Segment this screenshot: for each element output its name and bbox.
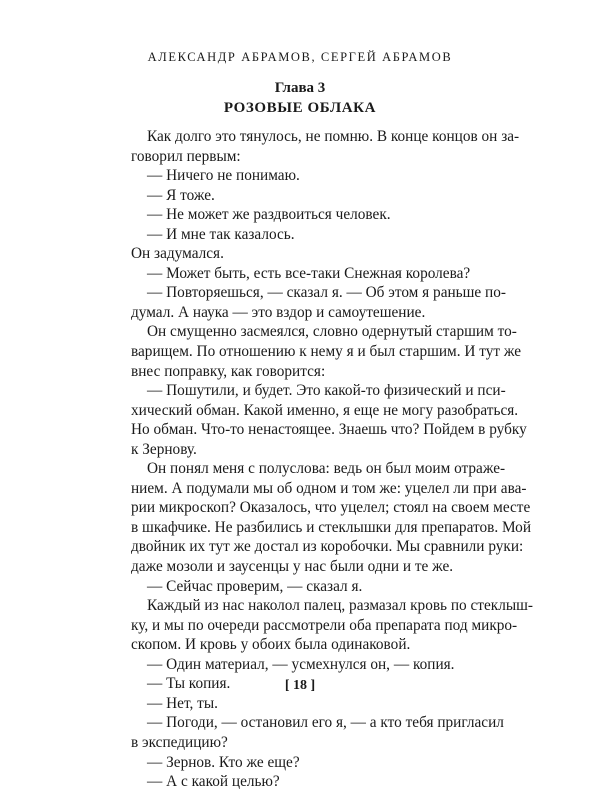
text-line: — И мне так казалось.: [147, 225, 295, 243]
text-line: — Нет, ты.: [147, 694, 218, 712]
chapter-number: Глава 3: [274, 80, 326, 96]
text-line: двойник их тут же достал из коробочки. Мы сравнили руки:: [131, 538, 524, 556]
text-line: — Сейчас проверим, — сказал я.: [147, 577, 363, 595]
text-line: — Погоди, — остановил его я, — а кто тебя пригласил: [147, 714, 504, 732]
text-line: Каждый из нас наколол палец, размазал кровь по стеклыш-: [147, 597, 533, 615]
text-line: — А с какой целью?: [147, 773, 280, 791]
text-line: к Зернову.: [131, 440, 197, 458]
text-line: ку, и мы по очереди рассмотрели оба препарата под микро-: [131, 616, 518, 634]
text-line: варищем. По отношению к нему я и был старшим. И тут же: [131, 343, 522, 361]
text-line: в шкафчике. Не разбились и стеклышки для препаратов. Мой: [131, 518, 532, 536]
text-line: рии микроскоп? Оказалось, что уцелел; стоял на своем месте: [131, 499, 531, 517]
text-line: даже мозоли и заусенцы у нас были одни и те же.: [131, 558, 454, 576]
text-line: — Ты копия.: [147, 675, 231, 693]
text-line: — Я тоже.: [147, 186, 215, 204]
text-line: — Повторяешься, — сказал я. — Об этом я раньше по-: [147, 284, 506, 302]
text-line: — Не может же раздвоиться человек.: [147, 206, 391, 224]
text-line: говорил первым:: [131, 147, 241, 165]
text-line: хический обман. Какой именно, я еще не могу разобраться.: [131, 401, 519, 419]
running-header: АЛЕКСАНДР АБРАМОВ, СЕРГЕЙ АБРАМОВ: [147, 50, 453, 64]
text-line: скопом. И кровь у обоих была одинаковой.: [131, 636, 411, 654]
text-line: — Ничего не понимаю.: [147, 167, 300, 185]
text-line: Он понял меня с полуслова: ведь он был моим отраже-: [147, 460, 506, 478]
chapter-title: РОЗОВЫЕ ОБЛАКА: [223, 100, 377, 116]
text-line: Он задумался.: [131, 245, 224, 263]
text-line: внес поправку, как говорится:: [131, 362, 326, 380]
text-line: думал. А наука — это вздор и самоутешение.: [131, 303, 426, 321]
text-line: — Зернов. Кто же еще?: [147, 753, 300, 771]
text-line: Как долго это тянулось, не помню. В конце концов он за-: [147, 128, 520, 145]
page-number: [ 18 ]: [284, 678, 316, 693]
text-line: Но обман. Что-то ненастоящее. Знаешь что? Пойдем в рубку: [131, 421, 527, 439]
text-line: в экспедицию?: [131, 733, 228, 751]
text-line: нием. А подумали мы об одном и том же: уцелел ли при ава-: [131, 479, 527, 497]
text-line: — Пошутили, и будет. Это какой-то физический и пси-: [147, 382, 506, 400]
text-line: — Один материал, — усмехнулся он, — копия.: [147, 655, 455, 673]
text-line: — Может быть, есть все-таки Снежная королева?: [147, 264, 471, 282]
text-line: Он смущенно засмеялся, словно одернутый старшим то-: [147, 323, 517, 341]
